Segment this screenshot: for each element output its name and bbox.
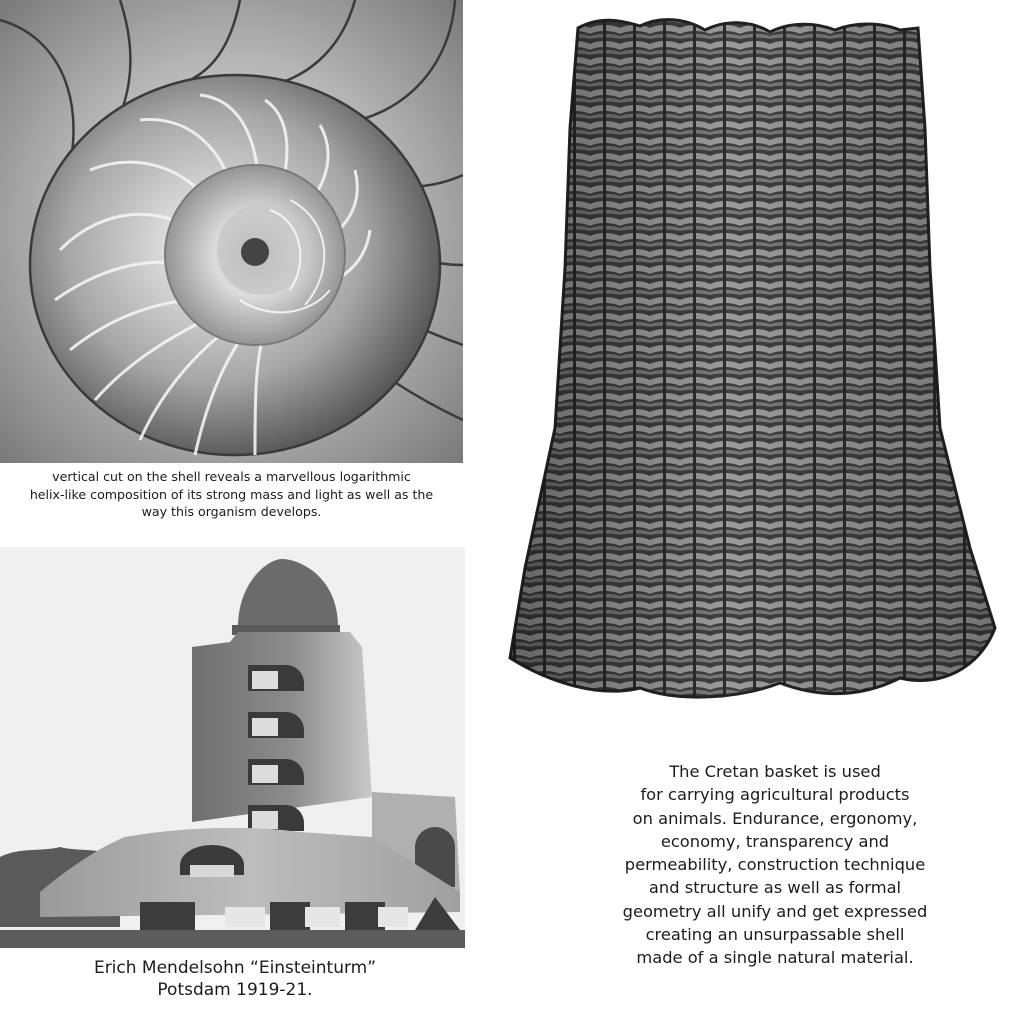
nautilus-caption: [0, 468, 463, 521]
caption-line: geometry all unify and get expressed: [622, 901, 928, 921]
caption-line: way this organism develops.: [141, 504, 322, 519]
einstein-tower-photo-icon: [0, 547, 465, 948]
einstein-tower-image: [0, 547, 465, 948]
cretan-basket-caption: [560, 760, 990, 970]
caption-line: creating an unsurpassable shell: [645, 925, 905, 945]
nautilus-shell-image: [0, 0, 463, 463]
einsteinturm-caption: [0, 958, 470, 1001]
nautilus-shell-photo-icon: [0, 0, 463, 463]
caption-line: economy, transparency and: [660, 831, 890, 851]
caption-line: made of a single natural material.: [636, 948, 914, 968]
cretan-basket-image: [500, 8, 1005, 720]
caption-line: The Cretan basket is used: [669, 762, 881, 781]
cretan-basket-photo-icon: [500, 8, 1005, 720]
caption-line: helix-like composition of its strong mass and light as well as the: [29, 486, 434, 502]
caption-line: and structure as well as formal: [648, 878, 902, 898]
caption-line: permeability, construction technique: [624, 855, 926, 875]
caption-line: vertical cut on the shell reveals a marvellous logarithmic: [52, 469, 411, 484]
caption-line: on animals. Endurance, ergonomy,: [632, 808, 918, 828]
caption-line: Erich Mendelsohn “Einsteinturm”: [93, 958, 377, 978]
caption-line: Potsdam 1919-21.: [157, 979, 313, 1000]
caption-line: for carrying agricultural products: [640, 785, 910, 805]
